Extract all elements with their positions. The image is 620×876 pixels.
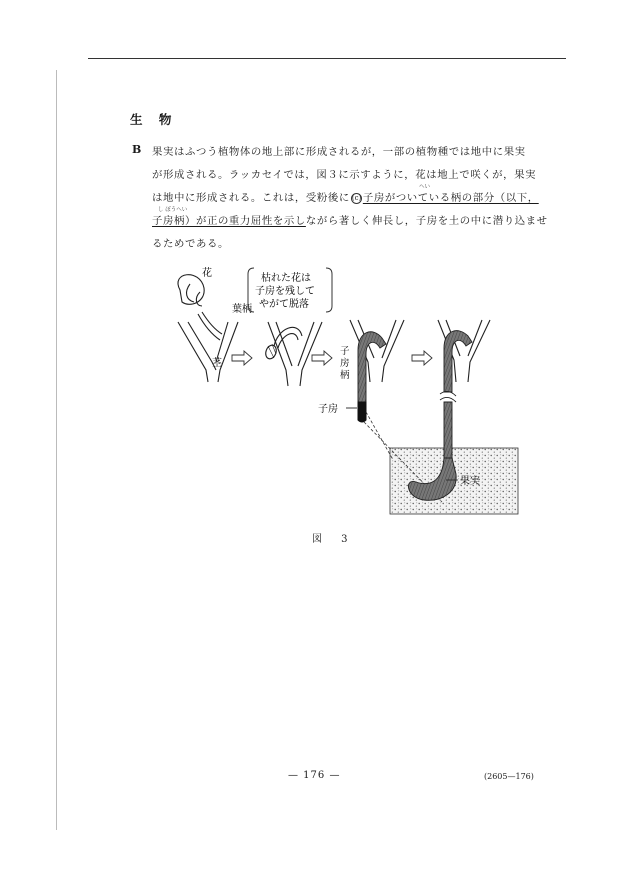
callout-line-2: 子房を残して: [255, 286, 315, 297]
ovary-label: 子房: [318, 404, 338, 415]
line3-pre: は地中に形成される。これは，受粉後に: [152, 192, 350, 204]
underlined-phrase-1: 子房がついている柄の部分（以下，: [362, 192, 539, 204]
callout-line-1: 枯れた花は: [261, 273, 311, 284]
gynophore-label-1: 子: [340, 346, 350, 357]
callout-line-3: やがて脱落: [259, 299, 309, 310]
stage-3-elongating-gynophore: [350, 320, 404, 422]
flower-label: 花: [202, 268, 212, 279]
gynophore-label-2: 房: [340, 358, 350, 369]
arrow-right-icon: [312, 351, 332, 365]
underline-marker-c: (c): [351, 194, 362, 202]
paragraph-line-5: るためである。: [152, 238, 229, 250]
gynophore-label-3: 柄: [340, 370, 350, 381]
exam-code: (2605—176): [484, 772, 534, 781]
line4-post: ながら著しく伸長し，子房を土の中に潜り込ませ: [305, 215, 548, 227]
ruby-shiboheii: し ぼうへい: [158, 207, 188, 213]
subject-heading: 生 物: [130, 112, 178, 127]
underlined-phrase-2: 子房柄）が正の重力屈性を示し: [152, 215, 306, 227]
figure-caption: 図 3: [312, 534, 356, 545]
page-number: — 176 —: [288, 770, 341, 781]
question-label: B: [132, 143, 142, 156]
petiole-label: 葉柄: [232, 304, 252, 315]
figure-3-diagram: [160, 262, 520, 520]
arrow-right-icon: [232, 351, 252, 365]
paragraph-line-3: [152, 189, 539, 204]
paragraph-line-4: [152, 212, 548, 227]
stage-2-withered-flower: [264, 322, 322, 386]
stem-label: 茎: [212, 358, 222, 369]
stage-1-flowering-plant: [178, 275, 238, 382]
ruby-e: へい: [419, 184, 431, 190]
paragraph-line-1: 果実はふつう植物体の地上部に形成されるが，一部の植物種では地中に果実: [152, 146, 526, 158]
paragraph-line-2: が形成される。ラッカセイでは，図３に示すように，花は地上で咲くが，果実: [152, 169, 537, 181]
left-margin-line: [56, 70, 57, 830]
zoom-line: [366, 412, 392, 458]
arrow-right-icon: [412, 351, 432, 365]
top-rule: [88, 58, 566, 59]
fruit-label: 果実: [460, 476, 480, 487]
